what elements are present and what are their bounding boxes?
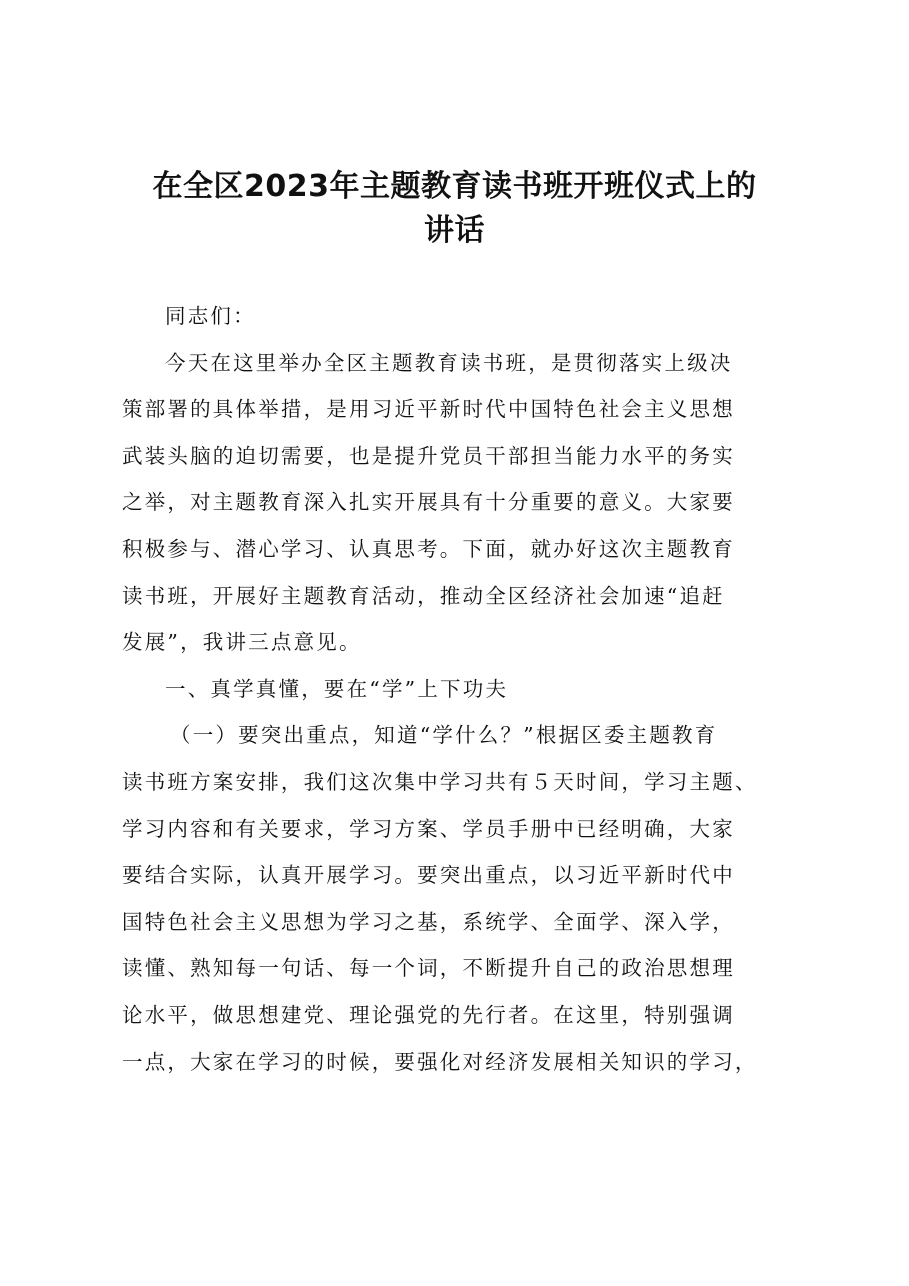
greeting-line: 同志们： — [165, 304, 256, 328]
paragraph-line: 策部署的具体举措，是用习近平新时代中国特色社会主义思想 — [122, 397, 735, 422]
paragraph-line: （一）要突出重点，知道“学什么？”根据区委主题教育 — [170, 723, 718, 748]
title-line: 讲话 — [424, 213, 485, 248]
paragraph-line: 积极参与、潜心学习、认真思考。下面，就办好这次主题教育 — [122, 536, 735, 561]
paragraph-line: 国特色社会主义思想为学习之基，系统学、全面学、深入学， — [122, 909, 735, 934]
paragraph-line: 读书班方案安排，我们这次集中学习共有５天时间，学习主题、 — [122, 769, 758, 794]
paragraph-line: 武装头脑的迫切需要，也是提升党员干部担当能力水平的务实 — [122, 443, 735, 468]
paragraph-line: 之举，对主题教育深入扎实开展具有十分重要的意义。大家要 — [122, 490, 735, 515]
paragraph-line: 读书班，开展好主题教育活动，推动全区经济社会加速“追赶 — [122, 583, 725, 608]
document-title — [100, 165, 809, 253]
title-line: 在全区2023年主题教育读书班开班仪式上的 — [152, 169, 757, 204]
paragraph-line: 要结合实际，认真开展学习。要突出重点，以习近平新时代中 — [122, 863, 735, 888]
paragraph-line: 学习内容和有关要求，学习方案、学员手册中已经明确，大家 — [122, 816, 735, 841]
paragraph-line: 发展”，我讲三点意见。 — [122, 630, 362, 655]
paragraph-line: 一点，大家在学习的时候，要强化对经济发展相关知识的学习， — [122, 1049, 758, 1074]
paragraph-line: 论水平，做思想建党、理论强党的先行者。在这里，特别强调 — [122, 1002, 735, 1027]
paragraph-line: 读懂、熟知每一句话、每一个词，不断提升自己的政治思想理 — [122, 956, 735, 981]
paragraph-line: 今天在这里举办全区主题教育读书班，是贯彻落实上级决 — [165, 350, 733, 375]
section-heading: 一、真学真懂，要在“学”上下功夫 — [165, 676, 509, 701]
document-body — [122, 293, 802, 1085]
